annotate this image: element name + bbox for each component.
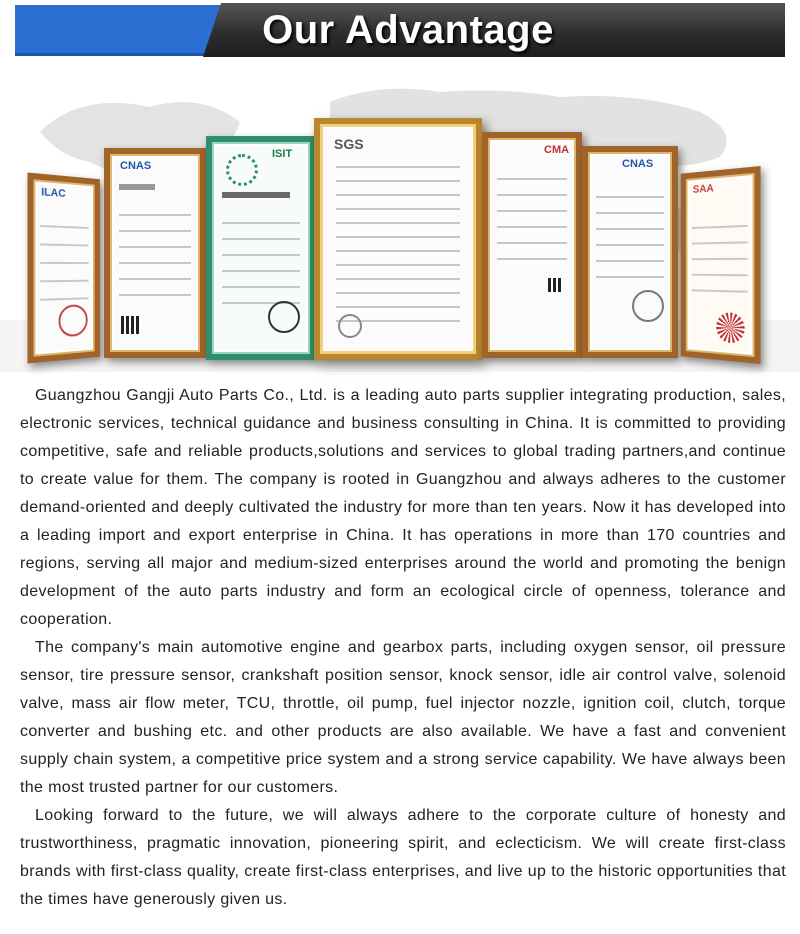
certificate-7: SAA <box>681 166 761 364</box>
paragraph-intro: Guangzhou Gangji Auto Parts Co., Ltd. is a leading auto parts supplier integrating production, sales, electronic services, technical guidance and business consulting in China. It is committed to providing competitive, safe and reliable products,solutions and services to global trading partners,and continue to create value for them. The company is rooted in Guangzhou and always adheres to the customer demand-oriented and deeply cultivated the industry for more than ten years. Now it has developed into a leading import and export enterprise in China. It has operations in more than 170 countries and regions, serving all major and medium-sized enterprises around the world and promoting the benign development of the auto parts industry and form an ecological circle of openness, tolerance and cooperation. <box>20 387 786 628</box>
banner-accent-bar <box>15 5 220 56</box>
certificates-gallery <box>0 62 800 372</box>
paragraph-future: Looking forward to the future, we will always adhere to the corporate culture of honesty and trustworthiness, pragmatic innovation, pioneering spirit, and eclecticism. We will create first-class brands with first-class quality, create first-class enterprises, and live up to the historic opportunities that the times have generously given us. <box>20 807 786 908</box>
certificate-5: CMA <box>482 132 582 358</box>
paragraph-products: The company's main automotive engine and gearbox parts, including oxygen sensor, oil pressure sensor, tire pressure sensor, crankshaft position sensor, knock sensor, idle air control valve, solenoid valve, mass air flow meter, TCU, throttle, oil pump, fuel injector nozzle, ignition coil, clutch, torque converter and bushing etc. and other products are also available. We have a fast and convenient supply chain system, a competitive price system and a strong service capability. We have always been the most trusted partner for our customers. <box>20 639 786 796</box>
certificate-2: CNAS <box>104 148 206 358</box>
certificate-1: ILAC <box>27 173 99 364</box>
certificate-4: SGS <box>314 118 482 360</box>
section-banner <box>0 0 800 62</box>
company-description <box>20 382 786 914</box>
certificate-6: CNAS <box>582 146 678 358</box>
certificate-3: ISIT <box>206 136 316 360</box>
banner-title: Our Advantage <box>262 8 554 52</box>
